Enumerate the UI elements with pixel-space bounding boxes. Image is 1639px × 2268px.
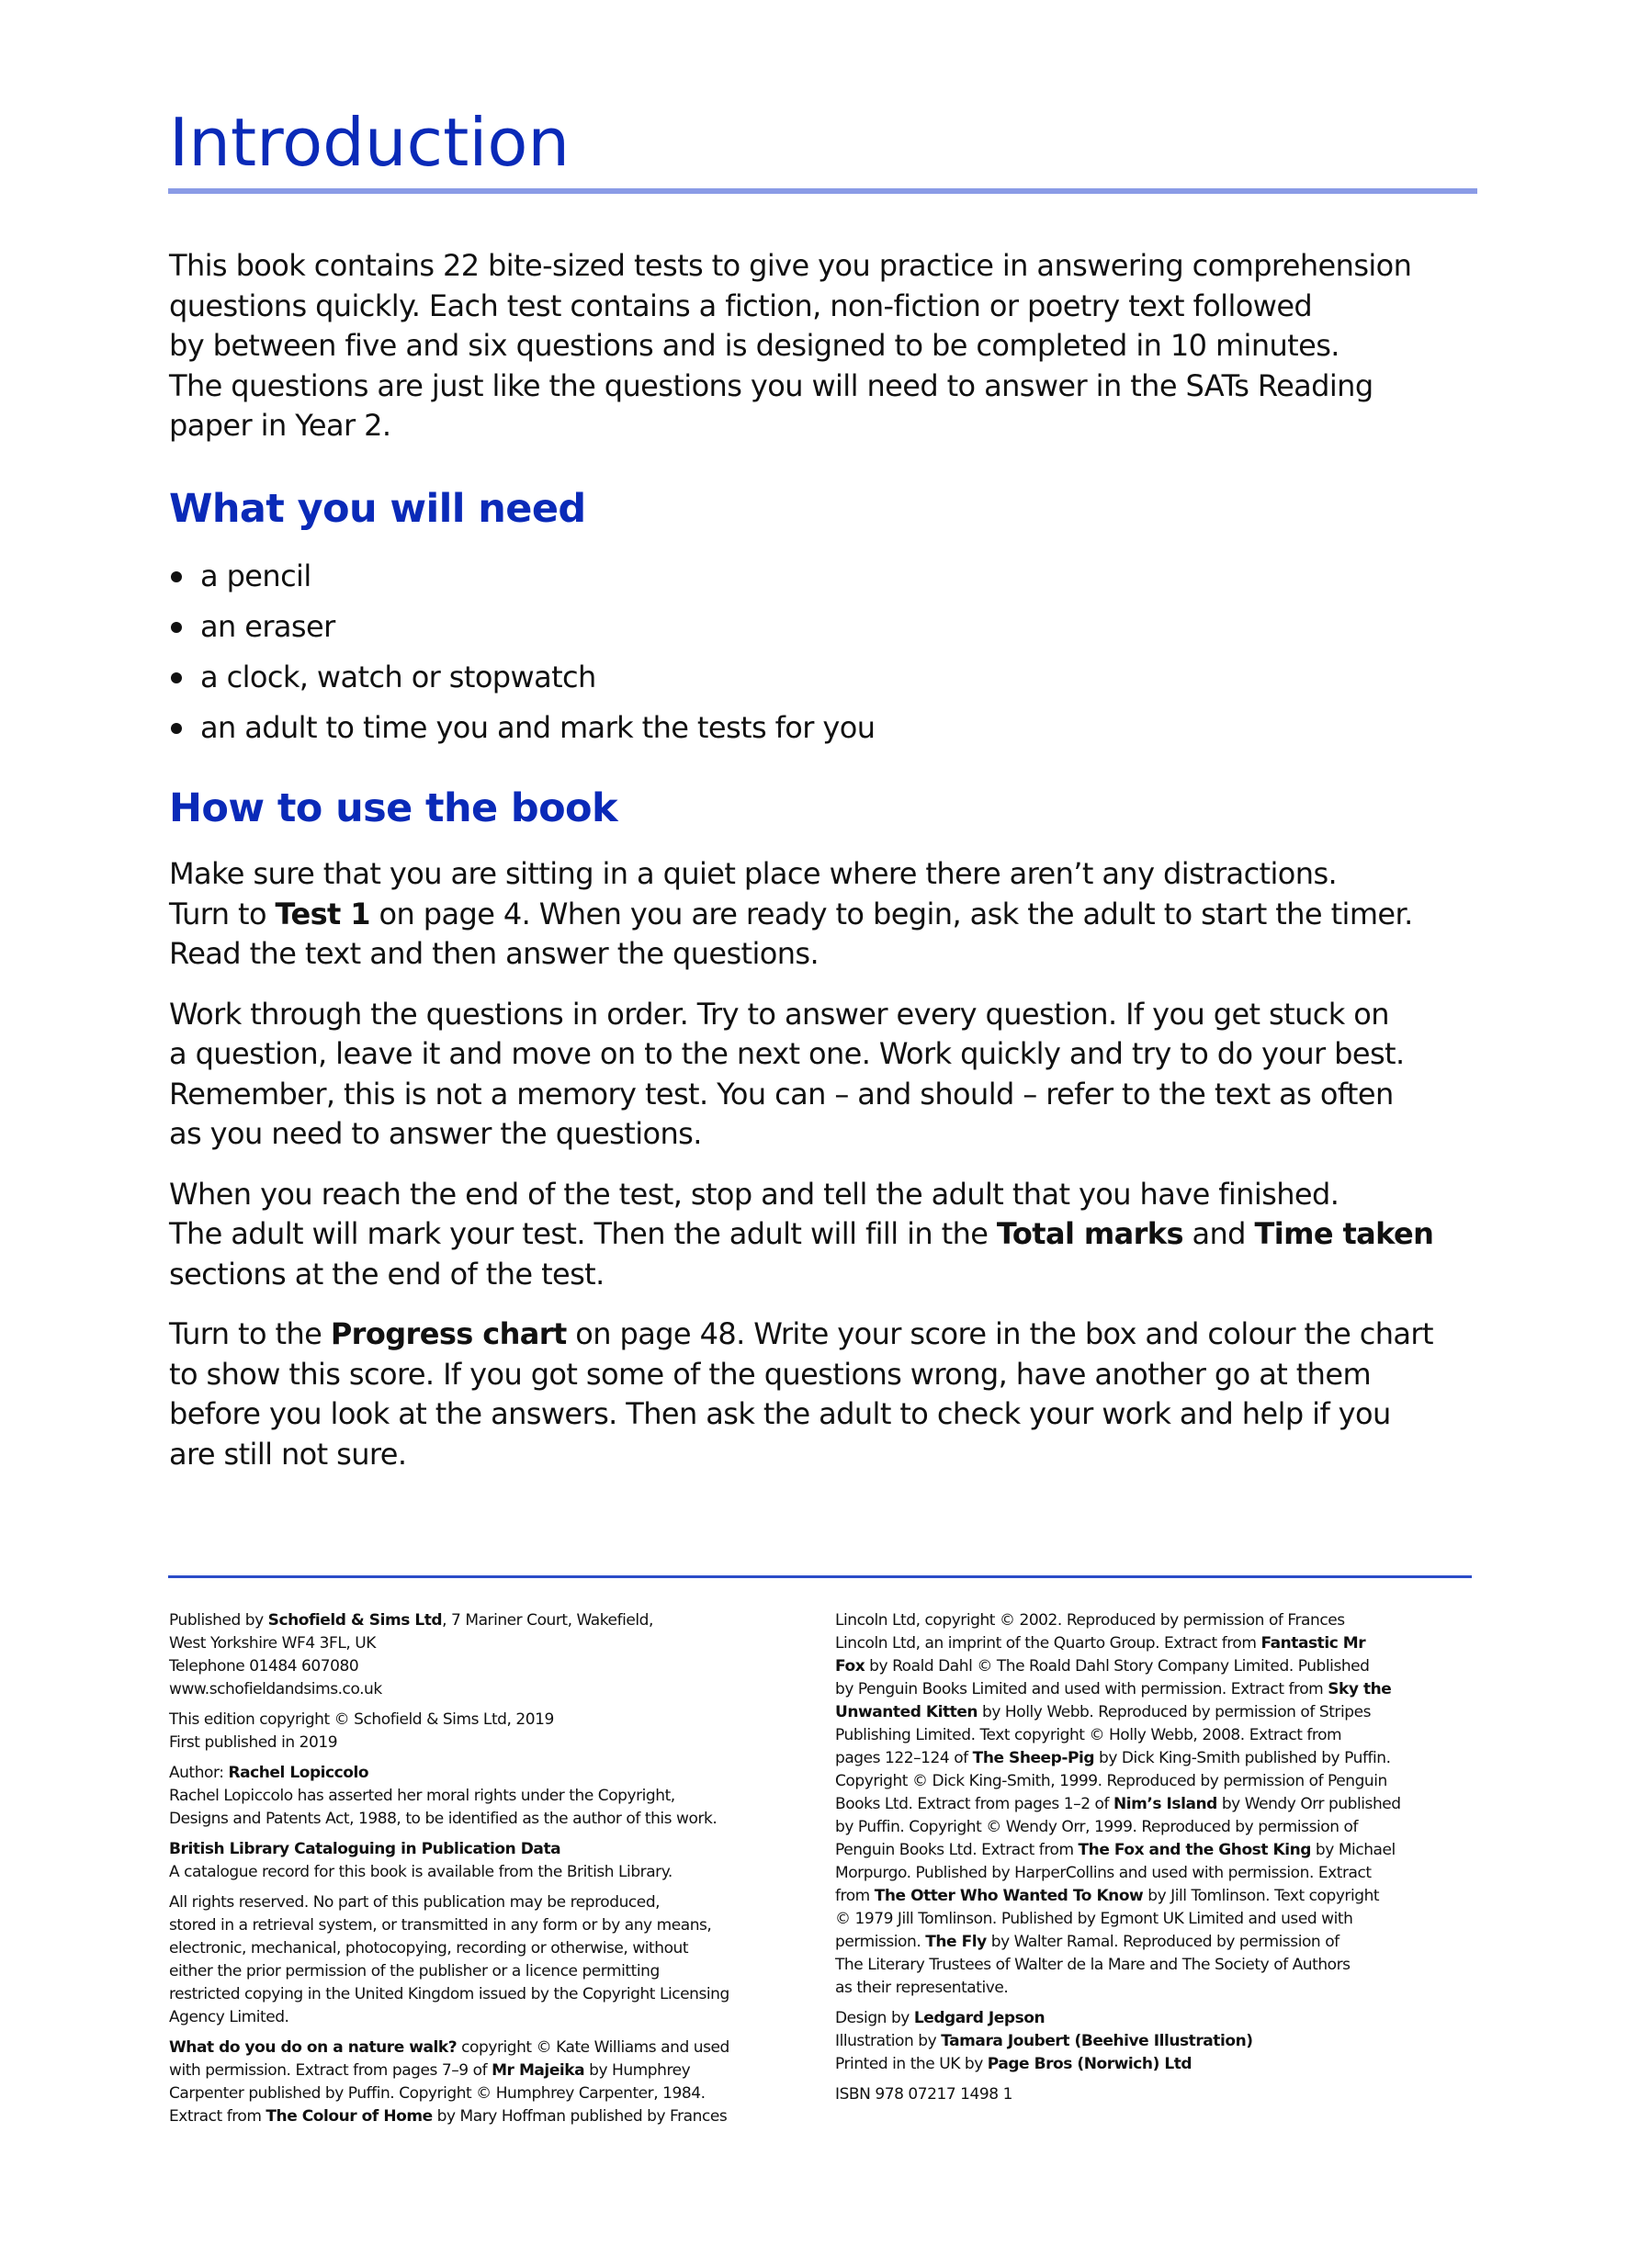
edition-info: This edition copyright © Schofield & Sims Ltd, 2019 First published in 2019 [169,1710,554,1752]
list-item [169,551,875,602]
footer-imprint-left [169,1609,831,2136]
list-item-label: a clock, watch or stopwatch [200,660,596,694]
publisher-info: Published by Schofield & Sims Ltd, 7 Mariner Court, Wakefield, West Yorkshire WF4 3FL, UK Telephone 01484 607080 www.schofieldandsims.co.uk [169,1611,653,1698]
bullet-icon [171,571,182,582]
author-info: Author: Rachel Lopiccolo Rachel Lopiccolo has asserted her moral rights under the Copyright, Designs and Patents Act, 1988, to be identified as the author of this work. [169,1764,718,1828]
list-item-label: an adult to time you and mark the tests for you [200,710,876,745]
isbn: ISBN 978 07217 1498 1 [835,2085,1012,2104]
intro-paragraph [169,246,1483,446]
list-item [169,602,875,652]
credits-continued: Lincoln Ltd, copyright © 2002. Reproduced by permission of Frances Lincoln Ltd, an imprint of the Quarto Group. Extract from Fantastic Mr Fox by Roald Dahl © The Roald Dahl Story Company Limited. Published by Penguin Books Limited and used with permission. Extract from Sky the Unwanted Kitten by Holly Webb. Reproduced by permission of Stripes Publishing Limited. Text copyright © Holly Webb, 2008. Extract from pages 122–124 of The Sheep-Pig by Dick King-Smith published by Puffin. Copyright © Dick King-Smith, 1999. Reproduced by permission of Penguin Books Ltd. Extract from pages 1–2 of Nim’s Island by Wendy Orr published by Puffin. Copyright © Wendy Orr, 1999. Reproduced by permission of Penguin Books Ltd. Extract from The Fox and the Ghost King by Michael Morpurgo. Published by HarperCollins and used with permission. Extract from The Otter Who Wanted To Know by Jill Tomlinson. Text copyright © 1979 Jill Tomlinson. Published by Egmont UK Limited and used with permission. The Fly by Walter Ramal. Reproduced by permission of The Literary Trustees of Walter de la Mare and The Society of Authors as their representative. [835,1611,1401,1997]
publisher-website: www.schofieldandsims.co.uk [169,1680,382,1698]
section-heading-what-you-will-need: What you will need [169,486,586,532]
bold-test-1: Test 1 [275,896,370,931]
how-paragraph-4: Turn to the Progress chart on page 48. Write your score in the box and colour the chart to show this score. If you got some of the questions wrong, have another go at them before you look at the answers. Then ask the adult to check your work and help if you are still not sure. [169,1316,1433,1472]
intro-line: This book contains 22 bite-sized tests to give you practice in answering comprehension [169,248,1412,283]
credits-info: What do you do on a nature walk? copyright © Kate Williams and used with permission. Extract from pages 7–9 of Mr Majeika by Humphrey Carpenter published by Puffin. Copyright © Humphrey Carpenter, 1984. Extract from The Colour of Home by Mary Hoffman published by Frances [169,2038,729,2126]
footer-divider [168,1575,1472,1578]
list-item [169,652,875,703]
rights-info: All rights reserved. No part of this publication may be reproduced, stored in a retrieval system, or transmitted in any form or by any means, electronic, mechanical, photocopying, recording or otherwise, without either the prior permission of the publisher or a licence permitting restricted copying in the United Kingdom issued by the Copyright Licensing Agency Limited. [169,1893,729,2026]
list-item-label: an eraser [200,609,335,644]
intro-line: questions quickly. Each test contains a fiction, non-fiction or poetry text followed [169,288,1313,323]
bullet-icon [171,723,182,734]
bullet-icon [171,672,182,683]
title-underline-rule [168,188,1477,194]
how-paragraph-2: Work through the questions in order. Try to answer every question. If you get stuck on a question, leave it and move on to the next one. Work quickly and try to do your best. Remember, this is not a memory test. You can – and should – refer to the text as often as you need to answer the questions. [169,996,1405,1151]
intro-line: paper in Year 2. [169,408,391,443]
how-paragraph-1: Make sure that you are sitting in a quiet place where there aren’t any distractions. Turn to Test 1 on page 4. When you are ready to begin, ask the adult to start the timer. Read the text and then answer the questions. [169,856,1413,971]
intro-line: by between five and six questions and is designed to be completed in 10 minutes. [169,328,1339,363]
page-title: Introduction [169,104,571,181]
list-item [169,703,875,753]
list-item-label: a pencil [200,559,311,593]
bold-progress-chart: Progress chart [330,1316,567,1351]
needs-list [169,551,875,753]
footer-imprint-right [835,1609,1483,2114]
section-heading-how-to-use: How to use the book [169,785,617,831]
how-to-use-body [169,854,1483,1495]
intro-line: The questions are just like the questions you will need to answer in the SATs Reading [169,367,1373,403]
cip-info: British Library Cataloguing in Publication Data A catalogue record for this book is available from the British Library. [169,1840,673,1881]
bold-total-marks: Total marks [996,1216,1183,1251]
production-credits: Design by Ledgard Jepson Illustration by Tamara Joubert (Beehive Illustration) Printed in the UK by Page Bros (Norwich) Ltd [835,2009,1253,2073]
how-paragraph-3: When you reach the end of the test, stop and tell the adult that you have finished. The adult will mark your test. Then the adult will fill in the Total marks and Time taken sections at the end of the test. [169,1176,1434,1292]
bold-time-taken: Time taken [1254,1216,1434,1251]
bullet-icon [171,622,182,633]
